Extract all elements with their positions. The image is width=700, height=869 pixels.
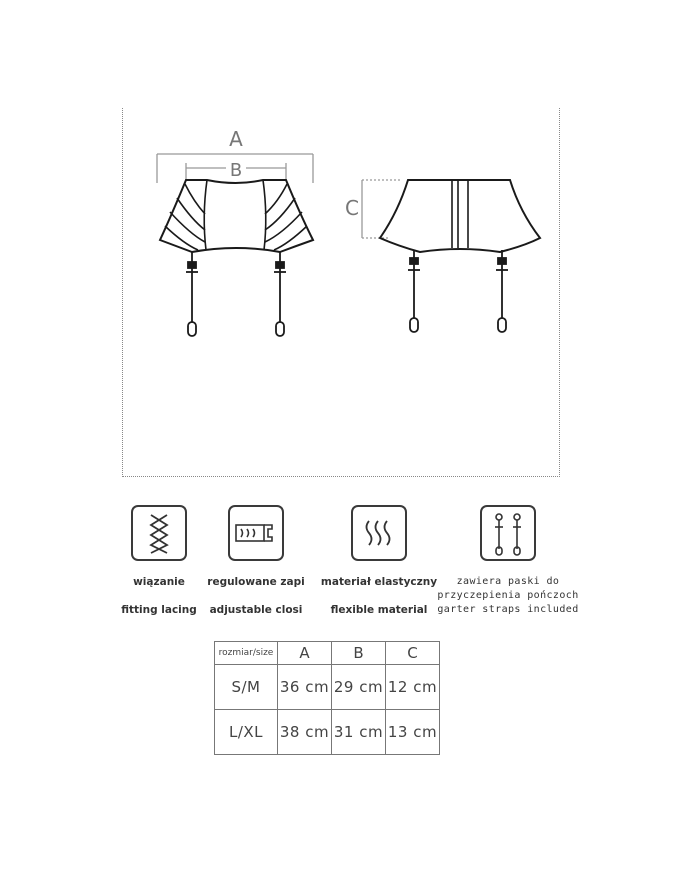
feature-lacing: [104, 505, 214, 617]
feature-lacing-en: fitting lacing: [121, 604, 197, 616]
size-table-header: [215, 642, 440, 665]
size-name: S/M: [215, 665, 278, 710]
back-closure-lines: [452, 181, 468, 248]
feature-straps-pl-2: przyczepienia pończoch: [437, 590, 579, 601]
feature-closure-en: adjustable closi: [209, 604, 303, 616]
front-view: [157, 127, 313, 336]
feature-straps-pl-1: zawiera paski do: [456, 576, 560, 587]
feature-elastic-material: [316, 505, 442, 617]
measure-b-label: B: [229, 160, 243, 181]
feature-adjustable-closure: [200, 505, 312, 617]
back-view: [345, 180, 540, 332]
size-value: 31 cm: [332, 710, 386, 755]
adjustable-closure-icon: [228, 505, 284, 561]
back-garter-right: [496, 250, 508, 332]
feature-lacing-pl: wiązanie: [133, 576, 185, 588]
feature-elastic-pl: materiał elastyczny: [320, 576, 438, 588]
feature-closure-pl: regulowane zapi: [207, 576, 305, 588]
size-value: 12 cm: [386, 665, 440, 710]
elastic-material-icon: [351, 505, 407, 561]
back-garter-left: [408, 250, 420, 332]
size-value: 38 cm: [278, 710, 332, 755]
front-garter-right: [274, 252, 286, 336]
size-value: 29 cm: [332, 665, 386, 710]
garter-straps-icon: [480, 505, 536, 561]
size-header-a: A: [278, 642, 332, 665]
feature-elastic-en: flexible material: [330, 604, 428, 616]
size-header-key: rozmiar/size: [215, 642, 278, 665]
table-row: [215, 665, 440, 710]
size-header-b: B: [332, 642, 386, 665]
size-value: 13 cm: [386, 710, 440, 755]
feature-garter-straps: [428, 505, 588, 617]
size-name: L/XL: [215, 710, 278, 755]
front-garter-left: [186, 252, 198, 336]
measure-a-label: A: [229, 127, 243, 151]
size-value: 36 cm: [278, 665, 332, 710]
back-belt-outline: [380, 180, 540, 252]
size-table: [214, 641, 440, 755]
size-header-c: C: [386, 642, 440, 665]
table-row: [215, 710, 440, 755]
lacing-icon: [131, 505, 187, 561]
measure-c-label: C: [345, 196, 359, 220]
feature-straps-en: garter straps included: [437, 604, 579, 615]
